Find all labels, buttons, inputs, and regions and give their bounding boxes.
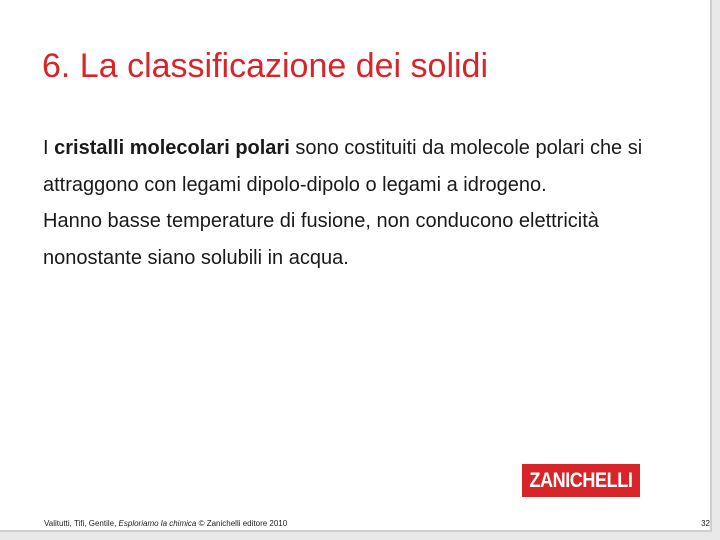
paragraph-1: [43, 130, 683, 203]
paragraph-1-rest: sono costituiti da molecole polari che si attraggono con legami dipolo-dipolo o legami a idrogeno.: [43, 137, 643, 196]
paragraph-1-bold: cristalli molecolari polari: [54, 137, 290, 159]
footer-book-title: Esploriamo la chimica: [118, 519, 197, 528]
paragraph-1-lead: I: [43, 137, 55, 159]
slide-body: [43, 130, 683, 276]
paragraph-2: Hanno basse temperature di fusione, non conducono elettricità nonostante siano solubili in acqua.: [43, 210, 599, 269]
zanichelli-logo: [522, 464, 640, 497]
slide-title: 6. La classificazione dei solidi: [42, 47, 489, 85]
page-number: 32: [701, 519, 710, 528]
footer-publisher: © Zanichelli editore 2010: [196, 519, 288, 528]
brand-text: ZANICHELLI: [529, 468, 633, 492]
footer-authors: Valitutti, Tifi, Gentile,: [44, 519, 119, 528]
footer-credit: [44, 519, 287, 529]
